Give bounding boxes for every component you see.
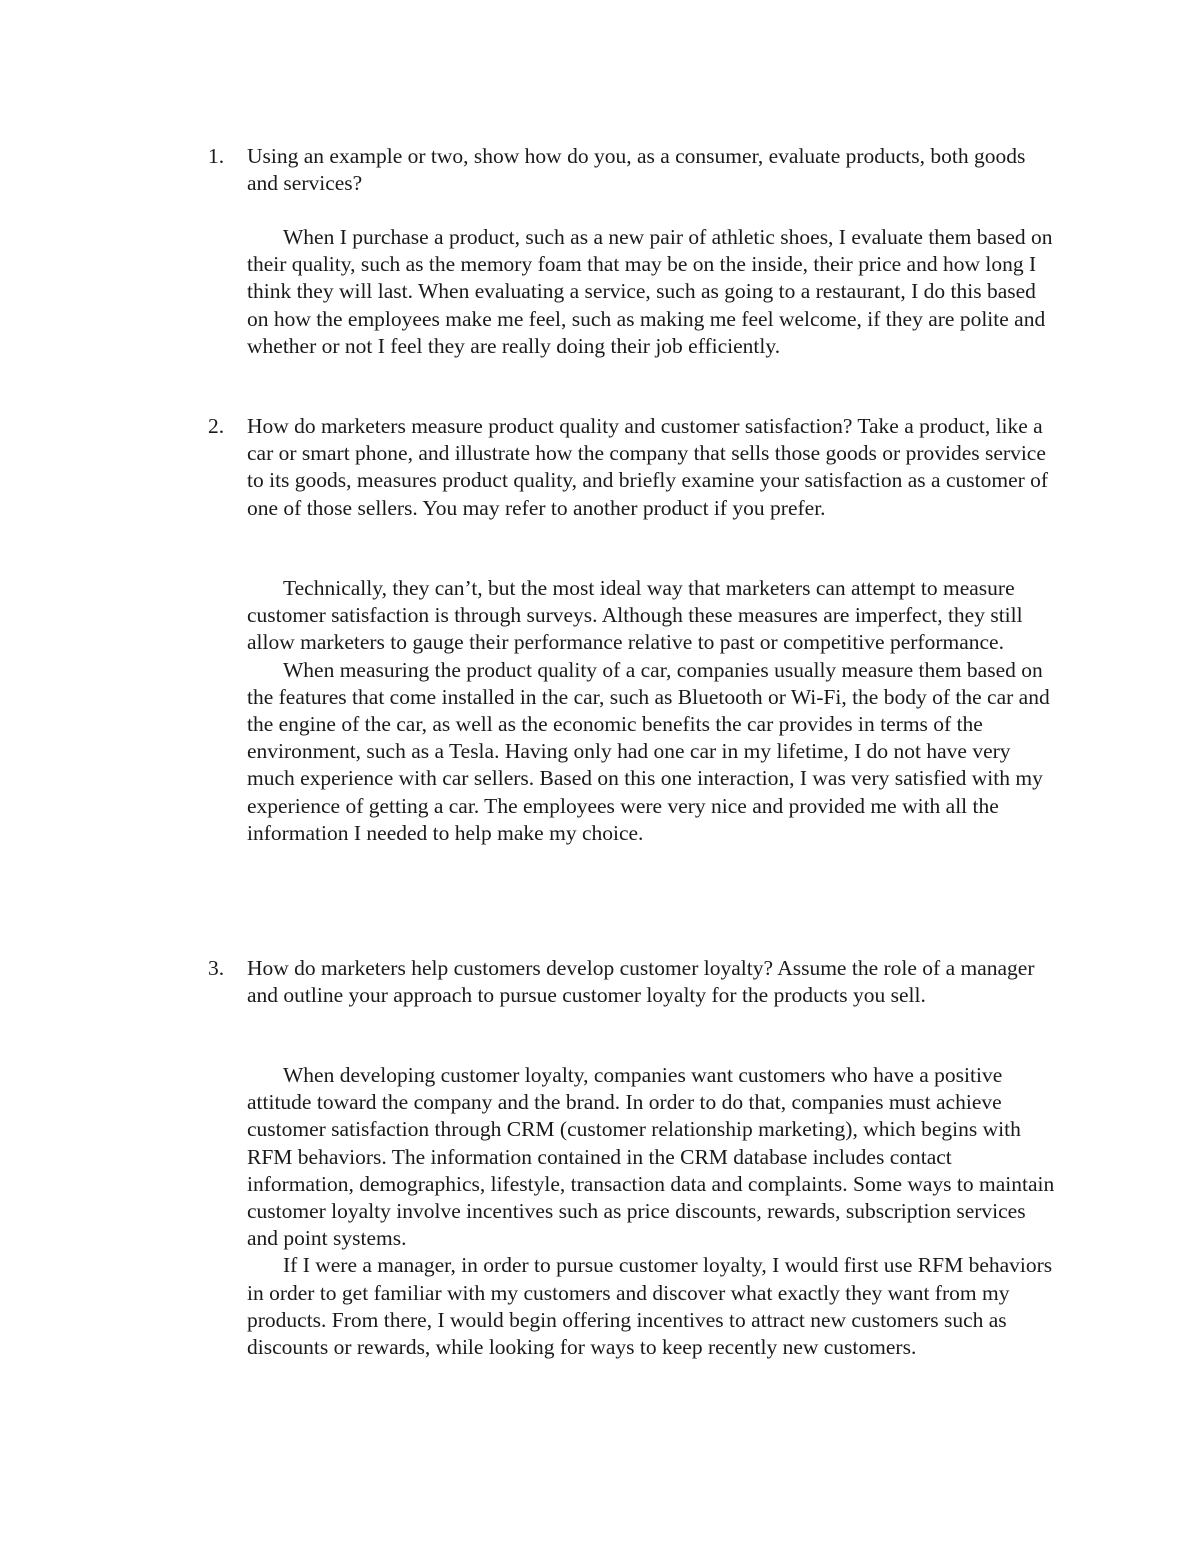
answer-3 (247, 1062, 1058, 1361)
question-1 (208, 143, 1058, 197)
question-number: 1. (208, 144, 225, 168)
question-number: 2. (208, 414, 225, 438)
question-text: How do marketers help customers develop customer loyalty? Assume the role of a manager and outline your approach to pursue customer loyalty for the products you sell. (247, 956, 1035, 1008)
answer-paragraph: When I purchase a product, such as a new pair of athletic shoes, I evaluate them based on their quality, such as the memory foam that may be on the inside, their price and how long I think they will last. When evaluating a service, such as going to a restaurant, I do this based on how the employees make me feel, such as making me feel welcome, if they are polite and whether or not I feel they are really doing their job efficiently. (247, 225, 1053, 358)
question-text: How do marketers measure product quality and customer satisfaction? Take a product, like a car or smart phone, and illustrate how the company that sells those goods or provides service to its goods, measures product quality, and briefly examine your satisfaction as a customer of one of those sellers. You may refer to another product if you prefer. (247, 414, 1049, 520)
answer-paragraph: When measuring the product quality of a car, companies usually measure them based on the features that come installed in the car, such as Bluetooth or Wi-Fi, the body of the car and the engine of the car, as well as the economic benefits the car provides in terms of the environment, such as a Tesla. Having only had one car in my lifetime, I do not have very much experience with car sellers. Based on this one interaction, I was very satisfied with my experience of getting a car. The employees were very nice and provided me with all the information I needed to help make my choice. (247, 657, 1050, 845)
answer-paragraph: Technically, they can’t, but the most ideal way that marketers can attempt to measure customer satisfaction is through surveys. Although these measures are imperfect, they still allow marketers to gauge their performance relative to past or competitive performance. (247, 576, 1023, 655)
question-text: Using an example or two, show how do you, as a consumer, evaluate products, both goods and services? (247, 144, 1026, 196)
answer-paragraph: If I were a manager, in order to pursue customer loyalty, I would first use RFM behaviors in order to get familiar with my customers and discover what exactly they want from my products. From there, I would begin offering incentives to attract new customers such as discounts or rewards, while looking for ways to keep recently new customers. (247, 1253, 1053, 1360)
answer-paragraph: When developing customer loyalty, companies want customers who have a positive attitude toward the company and the brand. In order to do that, companies must achieve customer satisfaction through CRM (customer relationship marketing), which begins with RFM behaviors. The information contained in the CRM database includes contact information, demographics, lifestyle, transaction data and complaints. Some ways to maintain customer loyalty involve incentives such as price discounts, rewards, subscription services and point systems. (247, 1063, 1055, 1251)
answer-2 (247, 575, 1058, 847)
question-3 (208, 955, 1058, 1009)
question-2 (208, 413, 1058, 522)
question-number: 3. (208, 956, 225, 980)
answer-1 (247, 224, 1058, 360)
